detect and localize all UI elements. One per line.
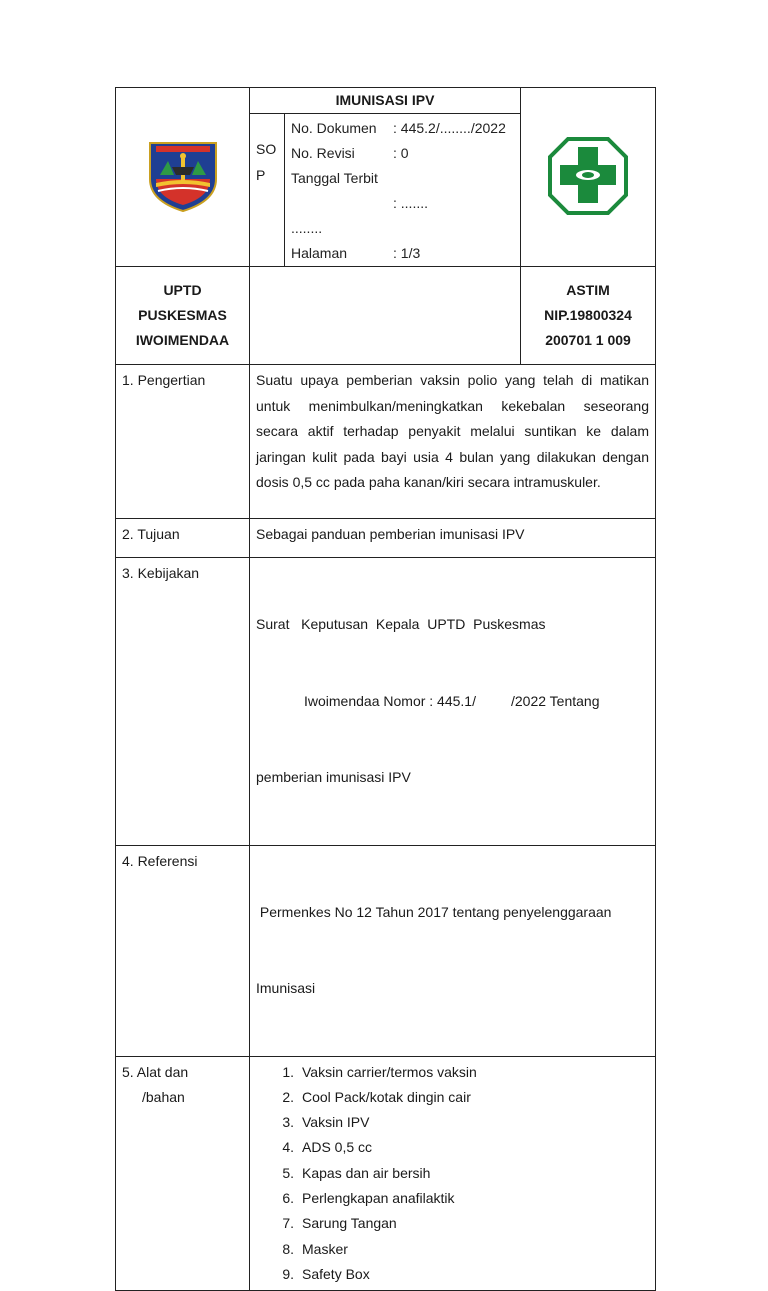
list-item-text: Kapas dan air bersih (302, 1164, 431, 1181)
list-item-number: 4. (282, 1139, 294, 1156)
signature-space (250, 267, 521, 365)
organization-line1: UPTD (163, 282, 202, 298)
emblem-cell (116, 88, 250, 267)
list-item-number: 2. (282, 1088, 294, 1105)
regency-emblem-icon (144, 139, 222, 213)
tanggal-terbit-value: : ....... (393, 195, 429, 211)
kebijakan-text (250, 558, 656, 846)
list-item-text: Safety Box (302, 1265, 370, 1282)
list-item-text: Sarung Tangan (302, 1215, 397, 1232)
list-item-number: 1. (282, 1063, 294, 1080)
puskesmas-cross-icon (548, 137, 628, 215)
halaman-value: : 1/3 (393, 245, 421, 261)
tujuan-label: 2. Tujuan (116, 519, 250, 558)
list-item-text: Masker (302, 1240, 348, 1257)
referensi-label: 4. Referensi (116, 845, 250, 1056)
alat-bahan-label-line1: 5. Alat dan (122, 1063, 189, 1080)
tujuan-text: Sebagai panduan pemberian imunisasi IPV (250, 519, 656, 558)
list-item (256, 1085, 649, 1110)
list-item-text: Vaksin IPV (302, 1114, 370, 1131)
list-item-number: 5. (282, 1164, 294, 1181)
sop-label-line1: SO (256, 141, 277, 157)
alat-bahan-label-line2: /bahan (142, 1088, 185, 1105)
list-item-number: 9. (282, 1265, 294, 1282)
kebijakan-line2: Iwoimendaa Nomor : 445.1/ /2022 Tentang (304, 692, 600, 709)
list-item (256, 1262, 649, 1287)
list-item (256, 1161, 649, 1186)
referensi-text (250, 845, 656, 1056)
sop-content-table (115, 364, 656, 1291)
sop-header-table (115, 87, 656, 365)
signer-nip-line2: 200701 1 009 (545, 332, 631, 348)
list-item-text: Cool Pack/kotak dingin cair (302, 1088, 471, 1105)
kebijakan-line1: Surat Keputusan Kepala UPTD Puskesmas (256, 616, 546, 632)
kebijakan-line3: pemberian imunisasi IPV (256, 769, 411, 785)
halaman-label: Halaman (291, 245, 348, 261)
list-item (256, 1211, 649, 1236)
referensi-line2: Imunisasi (256, 980, 316, 996)
sop-label-line2: P (256, 167, 266, 183)
list-item (256, 1135, 649, 1160)
sop-document (115, 87, 655, 1291)
list-item-text: ADS 0,5 cc (302, 1139, 373, 1156)
tanggal-terbit-label: Tanggal Terbit (291, 170, 378, 186)
list-item (256, 1186, 649, 1211)
no-revisi-value: : 0 (393, 145, 409, 161)
organization-line3: IWOIMENDAA (135, 332, 230, 348)
list-item-number: 7. (282, 1215, 294, 1232)
list-item (256, 1237, 649, 1262)
list-item-number: 6. (282, 1189, 294, 1206)
no-dokumen-label: No. Dokumen (291, 120, 377, 136)
list-item (256, 1060, 649, 1085)
alat-bahan-list (256, 1060, 649, 1288)
organization-line2: PUSKESMAS (138, 307, 227, 323)
pengertian-label: 1. Pengertian (116, 365, 250, 519)
signer-name: ASTIM (566, 282, 610, 298)
list-item-text: Perlengkapan anafilaktik (302, 1189, 455, 1206)
list-item-number: 8. (282, 1240, 294, 1257)
list-item-text: Vaksin carrier/termos vaksin (302, 1063, 477, 1080)
signer-nip-line1: NIP.19800324 (544, 307, 632, 323)
sop-label-cell (250, 114, 285, 267)
tanggal-terbit-continued: ........ (291, 220, 323, 236)
document-meta (285, 114, 521, 267)
referensi-line1: Permenkes No 12 Tahun 2017 tentang penyelenggaraan (256, 903, 612, 920)
no-revisi-label: No. Revisi (291, 145, 355, 161)
list-item (256, 1110, 649, 1135)
signer-block (521, 267, 656, 365)
pengertian-text: Suatu upaya pemberian vaksin polio yang telah di matikan untuk menimbulkan/meningkatkan kekebalan seseorang secara aktif terhadap penyakit melalui suntikan ke dalam jaringan kulit pada bayi usia 4 bulan yang dilakukan dengan dosis 0,5 cc pada paha kanan/kiri secara intramuskuler. (250, 365, 656, 519)
alat-bahan-label (116, 1056, 250, 1291)
puskesmas-logo-cell (521, 88, 656, 267)
no-dokumen-value: : 445.2/......../2022 (393, 120, 506, 136)
list-item-number: 3. (282, 1114, 294, 1131)
organization-name (116, 267, 250, 365)
kebijakan-label: 3. Kebijakan (116, 558, 250, 846)
alat-bahan-list-cell (250, 1056, 656, 1291)
document-title: IMUNISASI IPV (250, 88, 521, 114)
